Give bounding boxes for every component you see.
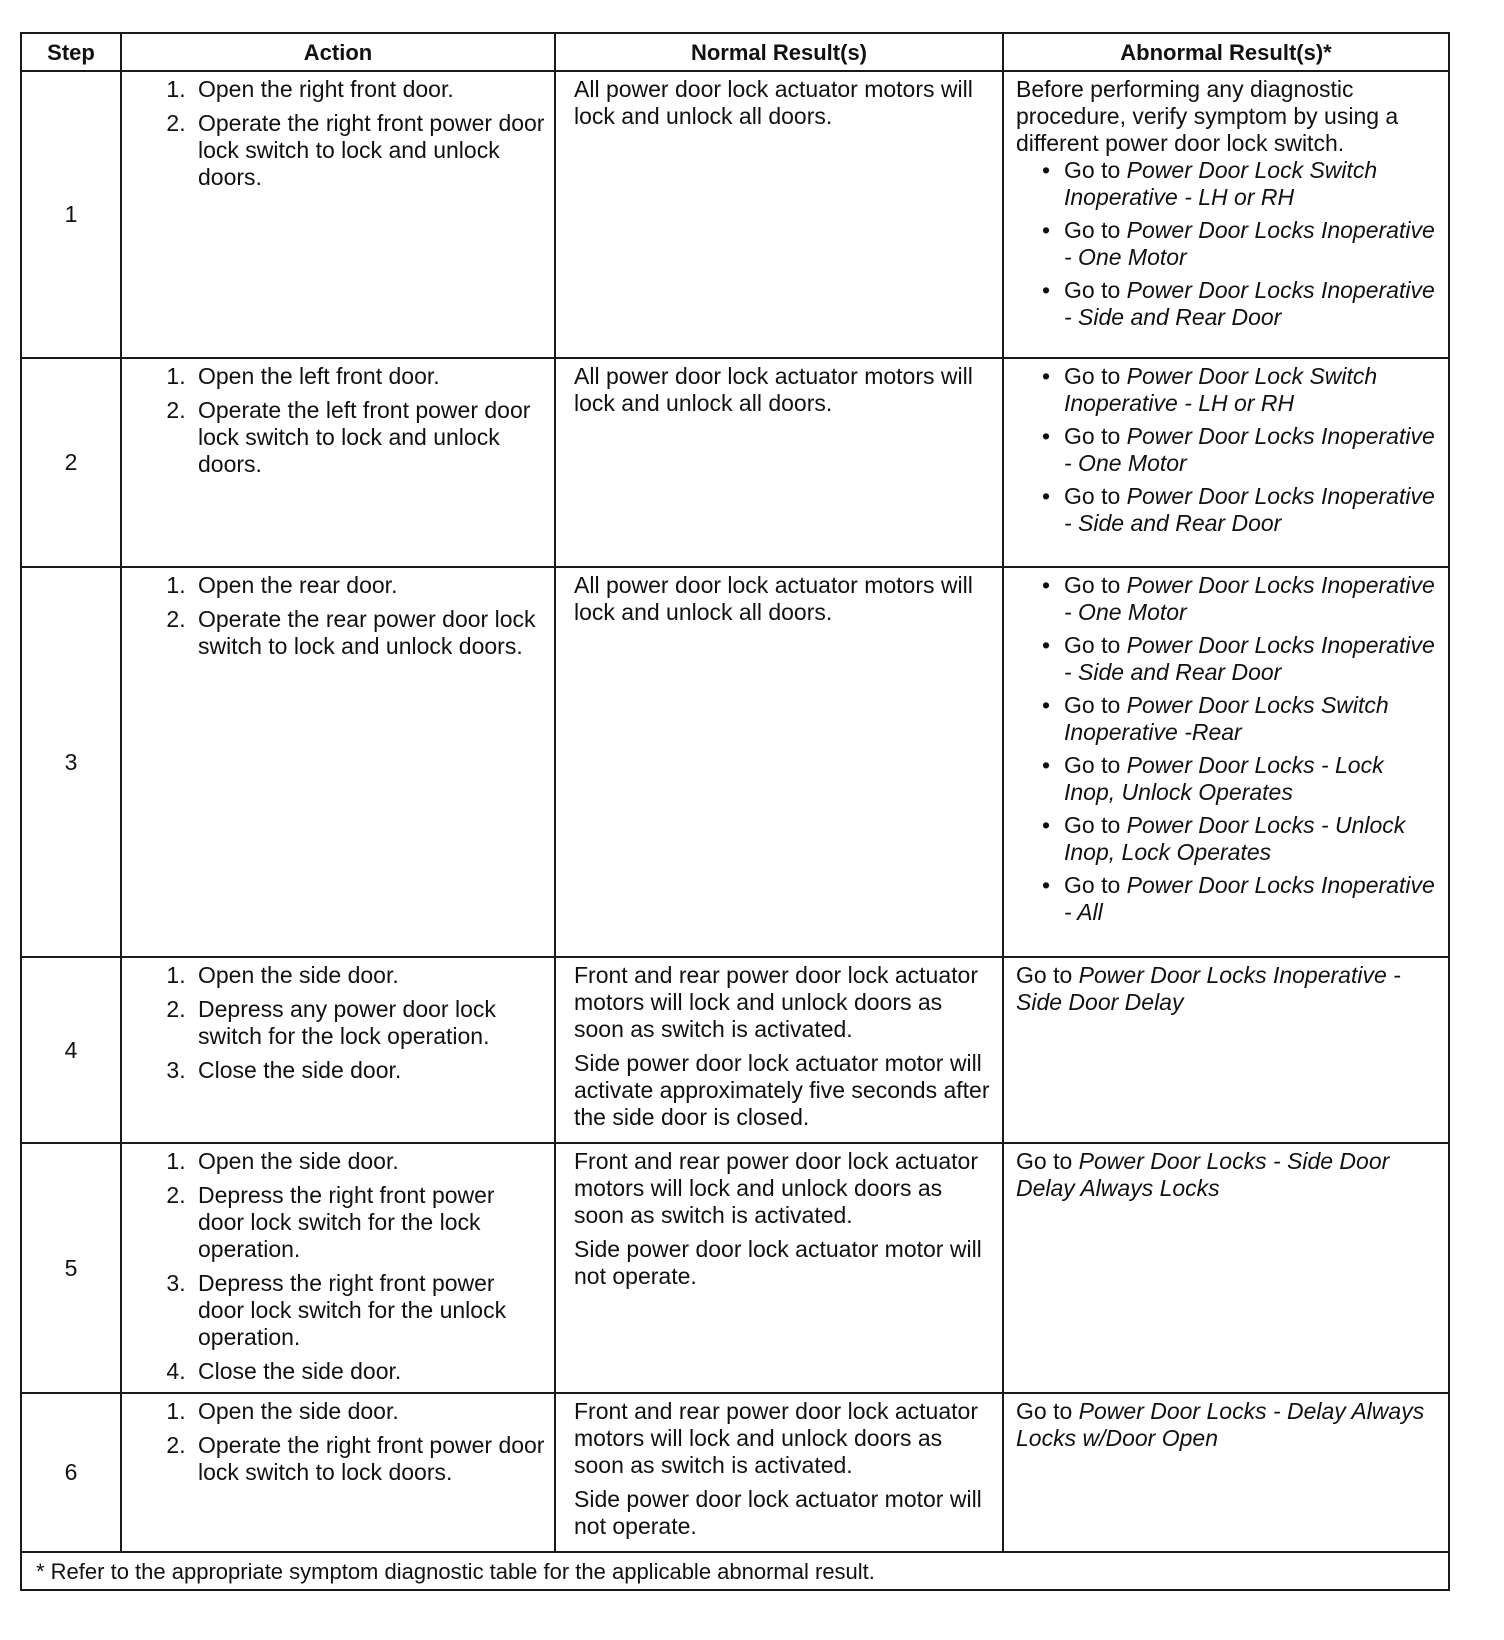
procedure-reference: Power Door Locks Inoperative - Side and Rear Door bbox=[1064, 277, 1435, 330]
action-item: 1. Open the rear door. bbox=[192, 572, 546, 599]
abnormal-item bbox=[1064, 423, 1438, 477]
normal-result-text: All power door lock actuator motors will lock and unlock all doors. bbox=[574, 572, 973, 625]
action-item: 2. Operate the rear power door lock switch to lock and unlock doors. bbox=[192, 606, 546, 660]
go-to-prefix: Go to bbox=[1064, 157, 1127, 183]
action-item: 1. Open the right front door. bbox=[192, 76, 546, 103]
abnormal-item bbox=[1064, 483, 1438, 537]
normal-result-cell bbox=[555, 1393, 1003, 1552]
go-to-prefix: Go to bbox=[1064, 812, 1127, 838]
abnormal-item bbox=[1064, 872, 1438, 926]
normal-result-text: All power door lock actuator motors will lock and unlock all doors. bbox=[574, 76, 973, 129]
action-cell bbox=[121, 567, 555, 957]
procedure-reference: Power Door Locks - Lock Inop, Unlock Operates bbox=[1064, 752, 1384, 805]
action-item: 2. Depress any power door lock switch for the lock operation. bbox=[192, 996, 546, 1050]
action-cell bbox=[121, 1393, 555, 1552]
abnormal-item bbox=[1064, 277, 1438, 331]
abnormal-item bbox=[1064, 157, 1438, 211]
header-abnormal-results: Abnormal Result(s)* bbox=[1003, 33, 1449, 71]
step-number: 1 bbox=[21, 71, 121, 358]
action-item: 4. Close the side door. bbox=[192, 1358, 546, 1385]
header-step: Step bbox=[21, 33, 121, 71]
table-row bbox=[21, 1393, 1449, 1552]
header-action: Action bbox=[121, 33, 555, 71]
procedure-reference: Power Door Lock Switch Inoperative - LH or RH bbox=[1064, 363, 1378, 416]
action-item: 2. Operate the right front power door lock switch to lock and unlock doors. bbox=[192, 110, 546, 191]
abnormal-item bbox=[1064, 812, 1438, 866]
table-row bbox=[21, 71, 1449, 358]
go-to-prefix: Go to bbox=[1064, 483, 1127, 509]
abnormal-item bbox=[1064, 572, 1438, 626]
procedure-reference: Power Door Locks Inoperative - One Motor bbox=[1064, 423, 1435, 476]
step-number: 6 bbox=[21, 1393, 121, 1552]
diagnostic-table bbox=[20, 32, 1450, 1591]
go-to-prefix: Go to bbox=[1016, 962, 1079, 988]
action-item: 2. Depress the right front power door lock switch for the lock operation. bbox=[192, 1182, 546, 1263]
abnormal-item bbox=[1064, 752, 1438, 806]
table-row bbox=[21, 1143, 1449, 1393]
action-item: 3. Depress the right front power door lock switch for the unlock operation. bbox=[192, 1270, 546, 1351]
step-number: 4 bbox=[21, 957, 121, 1143]
abnormal-result-cell bbox=[1003, 1393, 1449, 1552]
abnormal-text bbox=[1016, 962, 1438, 1016]
abnormal-result-cell bbox=[1003, 1143, 1449, 1393]
step-number: 5 bbox=[21, 1143, 121, 1393]
go-to-prefix: Go to bbox=[1064, 363, 1127, 389]
procedure-reference: Power Door Locks Inoperative - Side and Rear Door bbox=[1064, 632, 1435, 685]
footnote: * Refer to the appropriate symptom diagnostic table for the applicable abnormal result. bbox=[21, 1552, 1449, 1590]
header-normal-results: Normal Result(s) bbox=[555, 33, 1003, 71]
procedure-reference: Power Door Locks Inoperative - One Motor bbox=[1064, 217, 1435, 270]
procedure-reference: Power Door Lock Switch Inoperative - LH or RH bbox=[1064, 157, 1378, 210]
step-number: 3 bbox=[21, 567, 121, 957]
normal-result-text: Front and rear power door lock actuator motors will lock and unlock doors as soon as switch is activated. bbox=[574, 1148, 978, 1228]
go-to-prefix: Go to bbox=[1064, 752, 1127, 778]
abnormal-result-cell bbox=[1003, 957, 1449, 1143]
procedure-reference: Power Door Locks Inoperative - One Motor bbox=[1064, 572, 1435, 625]
normal-result-cell bbox=[555, 567, 1003, 957]
normal-result-text: Side power door lock actuator motor will activate approximately five seconds after the side door is closed. bbox=[574, 1050, 990, 1130]
table-row bbox=[21, 567, 1449, 957]
go-to-prefix: Go to bbox=[1064, 872, 1127, 898]
go-to-prefix: Go to bbox=[1016, 1148, 1079, 1174]
go-to-prefix: Go to bbox=[1064, 572, 1127, 598]
go-to-prefix: Go to bbox=[1064, 423, 1127, 449]
action-cell bbox=[121, 957, 555, 1143]
abnormal-result-cell bbox=[1003, 567, 1449, 957]
go-to-prefix: Go to bbox=[1064, 217, 1127, 243]
action-item: 1. Open the side door. bbox=[192, 1148, 546, 1175]
action-cell bbox=[121, 1143, 555, 1393]
go-to-prefix: Go to bbox=[1016, 1398, 1079, 1424]
procedure-reference: Power Door Locks - Delay Always Locks w/Door Open bbox=[1016, 1398, 1425, 1451]
action-item: 1. Open the left front door. bbox=[192, 363, 546, 390]
normal-result-text: All power door lock actuator motors will lock and unlock all doors. bbox=[574, 363, 973, 416]
action-cell bbox=[121, 358, 555, 567]
table-row bbox=[21, 957, 1449, 1143]
header-row bbox=[21, 33, 1449, 71]
action-item: 1. Open the side door. bbox=[192, 962, 546, 989]
go-to-prefix: Go to bbox=[1064, 632, 1127, 658]
normal-result-text: Front and rear power door lock actuator motors will lock and unlock doors as soon as switch is activated. bbox=[574, 1398, 978, 1478]
abnormal-text bbox=[1016, 1398, 1438, 1452]
normal-result-text: Front and rear power door lock actuator motors will lock and unlock doors as soon as switch is activated. bbox=[574, 962, 978, 1042]
abnormal-result-cell bbox=[1003, 358, 1449, 567]
action-item: 3. Close the side door. bbox=[192, 1057, 546, 1084]
normal-result-cell bbox=[555, 358, 1003, 567]
procedure-reference: Power Door Locks Inoperative - Side and Rear Door bbox=[1064, 483, 1435, 536]
footnote-row bbox=[21, 1552, 1449, 1590]
go-to-prefix: Go to bbox=[1064, 277, 1127, 303]
abnormal-item bbox=[1064, 692, 1438, 746]
go-to-prefix: Go to bbox=[1064, 692, 1127, 718]
table-row bbox=[21, 358, 1449, 567]
action-item: 1. Open the side door. bbox=[192, 1398, 546, 1425]
procedure-reference: Power Door Locks - Side Door Delay Always Locks bbox=[1016, 1148, 1390, 1201]
normal-result-text: Side power door lock actuator motor will not operate. bbox=[574, 1486, 982, 1539]
procedure-reference: Power Door Locks Inoperative - Side Door Delay bbox=[1016, 962, 1401, 1015]
normal-result-cell bbox=[555, 1143, 1003, 1393]
abnormal-result-cell bbox=[1003, 71, 1449, 358]
normal-result-cell bbox=[555, 957, 1003, 1143]
normal-result-text: Side power door lock actuator motor will not operate. bbox=[574, 1236, 982, 1289]
step-number: 2 bbox=[21, 358, 121, 567]
abnormal-item bbox=[1064, 363, 1438, 417]
procedure-reference: Power Door Locks Switch Inoperative -Rear bbox=[1064, 692, 1389, 745]
abnormal-intro-text: Before performing any diagnostic procedure, verify symptom by using a different power door lock switch. bbox=[1016, 76, 1399, 156]
normal-result-cell bbox=[555, 71, 1003, 358]
abnormal-item bbox=[1064, 217, 1438, 271]
action-item: 2. Operate the right front power door lock switch to lock doors. bbox=[192, 1432, 546, 1486]
procedure-reference: Power Door Locks Inoperative - All bbox=[1064, 872, 1435, 925]
abnormal-text bbox=[1016, 1148, 1438, 1202]
action-item: 2. Operate the left front power door lock switch to lock and unlock doors. bbox=[192, 397, 546, 478]
abnormal-item bbox=[1064, 632, 1438, 686]
action-cell bbox=[121, 71, 555, 358]
procedure-reference: Power Door Locks - Unlock Inop, Lock Operates bbox=[1064, 812, 1406, 865]
